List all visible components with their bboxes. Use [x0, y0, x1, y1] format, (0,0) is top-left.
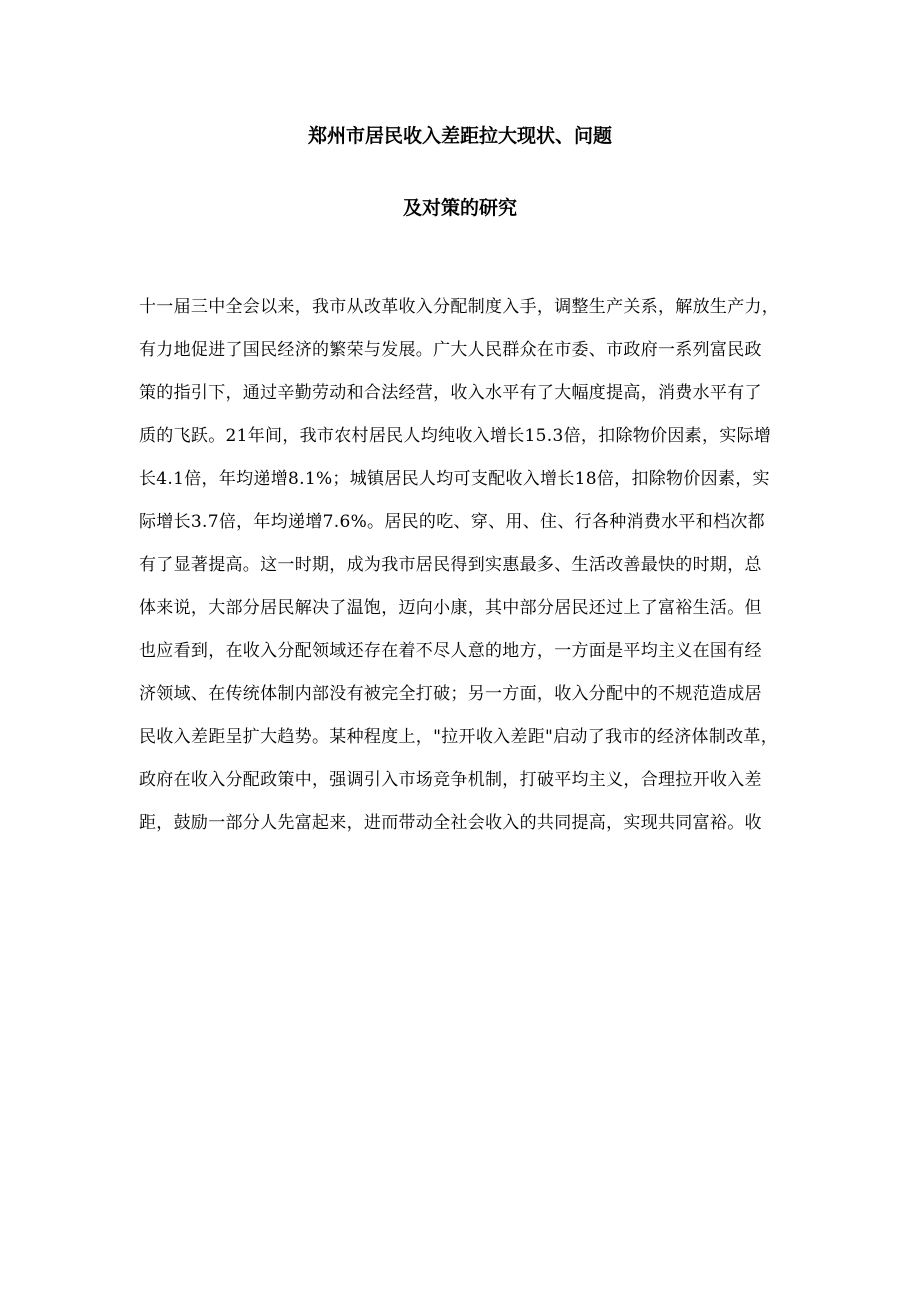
document-title-line-1: 郑州市居民收入差距拉大现状、问题	[307, 125, 612, 147]
body-line-13: 距，鼓励一部分人先富起来，进而带动全社会收入的共同提高，实现共同富裕。收	[139, 813, 762, 833]
body-line-12: 政府在收入分配政策中，强调引入市场竞争机制，打破平均主义，合理拉开收入差	[139, 770, 762, 790]
body-line-1: 十一届三中全会以来，我市从改革收入分配制度入手，调整生产关系，解放生产力，	[139, 297, 780, 317]
body-line-7: 有了显著提高。这一时期，成为我市居民得到实惠最多、生活改善最快的时期，总	[139, 555, 762, 575]
body-line-11: 民收入差距呈扩大趋势。某种程度上，"拉开收入差距"启动了我市的经济体制改革，	[139, 727, 779, 747]
body-line-5: 长4.1倍，年均递增8.1%；城镇居民人均可支配收入增长18倍，扣除物价因素，实	[139, 469, 770, 489]
body-line-3: 策的指引下，通过辛勤劳动和合法经营，收入水平有了大幅度提高，消费水平有了	[139, 383, 762, 403]
document-body	[139, 296, 789, 855]
body-line-9: 也应看到，在收入分配领域还存在着不尽人意的地方，一方面是平均主义在国有经	[139, 641, 762, 661]
body-line-2: 有力地促进了国民经济的繁荣与发展。广大人民群众在市委、市政府一系列富民政	[139, 340, 762, 360]
document-title-line-2: 及对策的研究	[402, 197, 517, 219]
body-line-8: 体来说，大部分居民解决了温饱，迈向小康，其中部分居民还过上了富裕生活。但	[139, 598, 762, 618]
body-line-6: 际增长3.7倍，年均递增7.6%。居民的吃、穿、用、住、行各种消费水平和档次都	[139, 512, 765, 532]
body-line-10: 济领域、在传统体制内部没有被完全打破；另一方面，收入分配中的不规范造成居	[139, 684, 762, 704]
body-line-4: 质的飞跃。21年间，我市农村居民人均纯收入增长15.3倍，扣除物价因素，实际增	[139, 426, 772, 446]
